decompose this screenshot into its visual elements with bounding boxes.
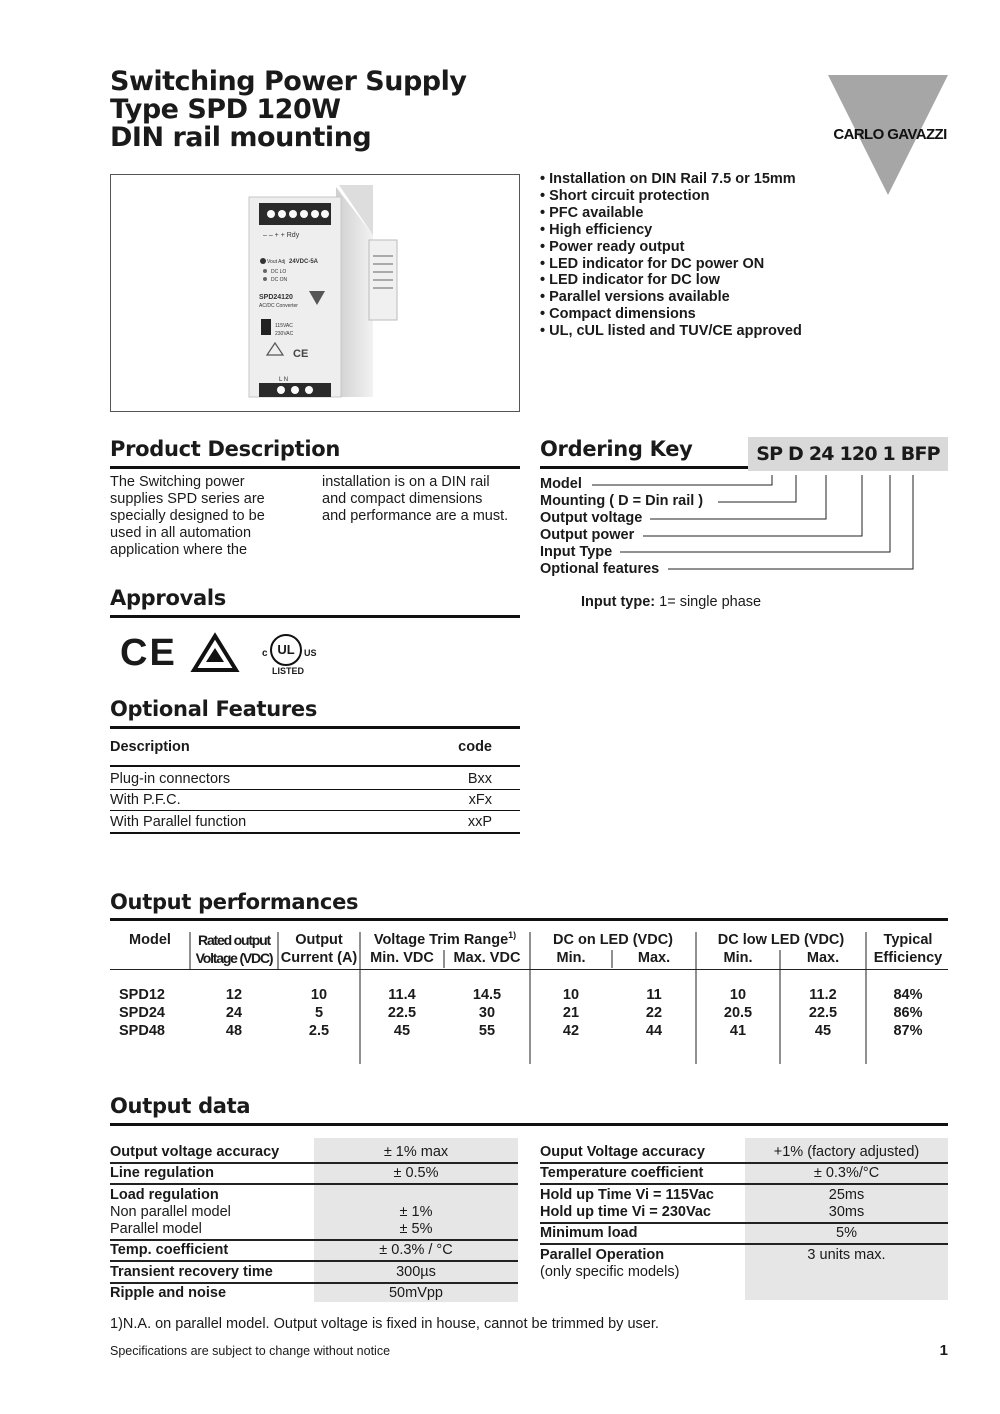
row-rule	[540, 1222, 948, 1224]
data-label: Transient recovery time	[110, 1264, 273, 1280]
list-item: • High efficiency	[540, 222, 802, 239]
data-label: Non parallel model	[110, 1204, 231, 1220]
key-label-power: Output power	[540, 526, 635, 543]
row-rule	[110, 1239, 518, 1241]
ul-us-text: US	[304, 648, 317, 658]
data-label: Hold up time Vi = 230Vac	[540, 1204, 711, 1220]
data-label: Ouput Voltage accuracy	[540, 1144, 705, 1160]
data-value: 3 units max.	[807, 1247, 886, 1263]
table-cell: 55	[478, 1023, 496, 1039]
col-current-1: Output	[295, 932, 343, 948]
data-value: ± 0.3%/°C	[813, 1165, 880, 1181]
footer-disclaimer: Specifications are subject to change without notice	[110, 1344, 391, 1358]
list-item: • Compact dimensions	[540, 306, 802, 323]
data-label: Hold up Time Vi = 115Vac	[540, 1187, 714, 1203]
data-value: ± 0.3% / °C	[379, 1242, 453, 1258]
ul-circle: UL	[270, 634, 302, 666]
table-cell: 22.5	[387, 1005, 417, 1021]
text-line: supplies SPD series are	[110, 490, 265, 507]
col-code: code	[458, 739, 492, 755]
table-cell: 14.5	[472, 987, 502, 1003]
table-cell: 42	[562, 1023, 580, 1039]
col-eff-1: Typical	[883, 932, 933, 948]
col-dclow: DC low LED (VDC)	[717, 932, 845, 948]
page-number: 1	[939, 1342, 948, 1359]
data-value: 300µs	[396, 1264, 436, 1280]
ordering-key-heading: Ordering Key	[540, 437, 693, 461]
data-label: Temperature coefficient	[540, 1165, 704, 1181]
selector-115: 115VAC	[275, 323, 293, 329]
title-line-3: DIN rail mounting	[110, 122, 372, 153]
data-label: Load regulation	[110, 1187, 219, 1203]
text-line: and performance are a must.	[322, 507, 509, 524]
table-cell: SPD12	[119, 987, 165, 1003]
table-cell: 45	[814, 1023, 832, 1039]
footnote: 1)N.A. on parallel model. Output voltage is fixed in house, cannot be trimmed by user.	[110, 1316, 659, 1332]
table-cell: 44	[645, 1023, 663, 1039]
title-line-2: Type SPD 120W	[110, 94, 341, 125]
table-cell: 2.5	[308, 1023, 330, 1039]
ul-listed-text: LISTED	[272, 666, 305, 676]
text-line: and compact dimensions	[322, 490, 483, 507]
data-value: 5%	[836, 1225, 857, 1241]
title-line-1: Switching Power Supply	[110, 66, 467, 97]
data-value: +1% (factory adjusted)	[773, 1144, 920, 1160]
list-item: • Short circuit protection	[540, 188, 802, 205]
table-cell: 11	[646, 987, 662, 1003]
input-type-label: Input type:	[581, 594, 656, 610]
ul-c-text: c	[262, 648, 268, 659]
table-cell: 5	[314, 1005, 324, 1021]
feature-code: xFx	[468, 792, 492, 808]
text-line: used in all automation	[110, 524, 252, 541]
row-rule	[540, 1243, 948, 1245]
row-rule	[540, 1162, 948, 1164]
svg-text:CE: CE	[293, 348, 309, 360]
row-rule	[540, 1183, 948, 1185]
device-subtitle: AC/DC Converter	[259, 303, 298, 309]
optional-features-heading: Optional Features	[110, 697, 318, 721]
trim-footnote-ref: 1)	[508, 930, 517, 940]
ce-mark: CE	[120, 632, 177, 674]
table-cell: 87%	[893, 1023, 923, 1039]
feature-desc: Plug-in connectors	[110, 771, 231, 787]
key-label-model: Model	[540, 476, 582, 492]
data-value: ± 1%	[399, 1204, 433, 1220]
table-cell: 21	[562, 1005, 580, 1021]
data-value: 25ms	[828, 1187, 865, 1203]
product-description-heading: Product Description	[110, 437, 341, 461]
table-cell: 48	[225, 1023, 243, 1039]
data-label: Output voltage accuracy	[110, 1144, 280, 1160]
data-label: Minimum load	[540, 1225, 638, 1241]
data-label: Parallel Operation	[540, 1247, 665, 1263]
feature-desc: With Parallel function	[110, 814, 247, 830]
key-label-options: Optional features	[540, 560, 660, 577]
feature-code: xxP	[467, 814, 492, 830]
data-label: Line regulation	[110, 1165, 214, 1181]
row-rule	[110, 1183, 518, 1185]
led-on-label: DC ON	[271, 277, 288, 283]
table-cell: 84%	[893, 987, 923, 1003]
list-item: • Power ready output	[540, 239, 802, 256]
key-label-mounting: Mounting ( D = Din rail )	[540, 492, 704, 509]
text-line: application where the	[110, 541, 248, 558]
col-dclow-min: Min.	[723, 950, 753, 966]
col-description: Description	[110, 739, 190, 755]
adj-label: Vout Adj	[267, 259, 286, 265]
col-dclow-max: Max.	[806, 950, 840, 966]
feature-desc: With P.F.C.	[110, 792, 181, 808]
data-label: Ripple and noise	[110, 1285, 227, 1301]
table-cell: 41	[729, 1023, 747, 1039]
table-cell: 86%	[893, 1005, 923, 1021]
data-value: ± 1% max	[383, 1144, 449, 1160]
col-dcon: DC on LED (VDC)	[552, 932, 673, 948]
table-cell: SPD24	[119, 1005, 165, 1021]
led-lo-label: DC LO	[271, 269, 287, 275]
device-model: SPD24120	[259, 294, 293, 301]
text-line: The Switching power	[110, 474, 245, 490]
row-rule	[110, 1260, 518, 1262]
key-label-input: Input Type	[540, 543, 613, 560]
feature-code: Bxx	[467, 771, 492, 787]
table-cell: 22.5	[808, 1005, 838, 1021]
table-cell: 22	[645, 1005, 663, 1021]
row-rule	[110, 1162, 518, 1164]
col-dcon-max: Max.	[637, 950, 671, 966]
table-cell: 10	[310, 987, 328, 1003]
col-current-2: Current (A)	[280, 950, 358, 966]
table-cell: 24	[225, 1005, 243, 1021]
data-label: (only specific models)	[540, 1264, 680, 1280]
rated-voltage: 24VDC-5A	[289, 259, 319, 265]
list-item: • Installation on DIN Rail 7.5 or 15mm	[540, 171, 802, 188]
list-item: • Parallel versions available	[540, 289, 802, 306]
text-line: installation is on a DIN rail	[322, 474, 490, 490]
row-rule	[110, 1282, 518, 1284]
table-cell: 12	[225, 987, 243, 1003]
table-cell: 11.2	[809, 987, 837, 1003]
table-cell: SPD48	[119, 1023, 165, 1039]
key-label-voltage: Output voltage	[540, 509, 643, 526]
list-item: • LED indicator for DC low	[540, 272, 802, 289]
col-rated-2: Voltage (VDC)	[195, 950, 273, 966]
table-cell: 20.5	[723, 1005, 753, 1021]
table-cell: 30	[478, 1005, 496, 1021]
ordering-code: SP D 24 120 1 BFP	[748, 437, 948, 471]
col-dcon-min: Min.	[556, 950, 586, 966]
list-item: • PFC available	[540, 205, 802, 222]
col-model: Model	[129, 932, 171, 948]
col-trim-min: Min. VDC	[370, 950, 434, 966]
col-rated-1: Rated output	[198, 932, 270, 948]
table-cell: 10	[562, 987, 580, 1003]
terminal-bottom-label: L N	[279, 377, 289, 383]
table-cell: 45	[393, 1023, 411, 1039]
text-line: specially designed to be	[110, 507, 265, 524]
data-value: 30ms	[828, 1204, 865, 1220]
section-divider	[110, 1123, 948, 1126]
table-cell: 10	[729, 987, 747, 1003]
terminal-top-label: – – + + Rdy	[263, 232, 300, 239]
selector-230: 230VAC	[275, 331, 294, 337]
brand-name: CARLO GAVAZZI	[833, 126, 947, 143]
table-cell: 11.4	[388, 987, 416, 1003]
data-value: ± 0.5%	[393, 1165, 439, 1181]
col-eff-2: Efficiency	[873, 950, 943, 966]
data-value: 50mVpp	[388, 1285, 443, 1301]
list-item: • UL, cUL listed and TUV/CE approved	[540, 323, 802, 340]
input-type-value: 1= single phase	[659, 594, 762, 610]
output-performances-heading: Output performances	[110, 890, 359, 914]
approvals-heading: Approvals	[110, 586, 226, 610]
data-value: ± 5%	[399, 1221, 433, 1237]
data-label: Parallel model	[110, 1221, 202, 1237]
trim-label: Voltage Trim Range	[373, 931, 509, 948]
list-item: • LED indicator for DC power ON	[540, 256, 802, 273]
col-trim-max: Max. VDC	[453, 950, 521, 966]
output-data-heading: Output data	[110, 1094, 251, 1118]
data-label: Temp. coefficient	[110, 1242, 229, 1258]
